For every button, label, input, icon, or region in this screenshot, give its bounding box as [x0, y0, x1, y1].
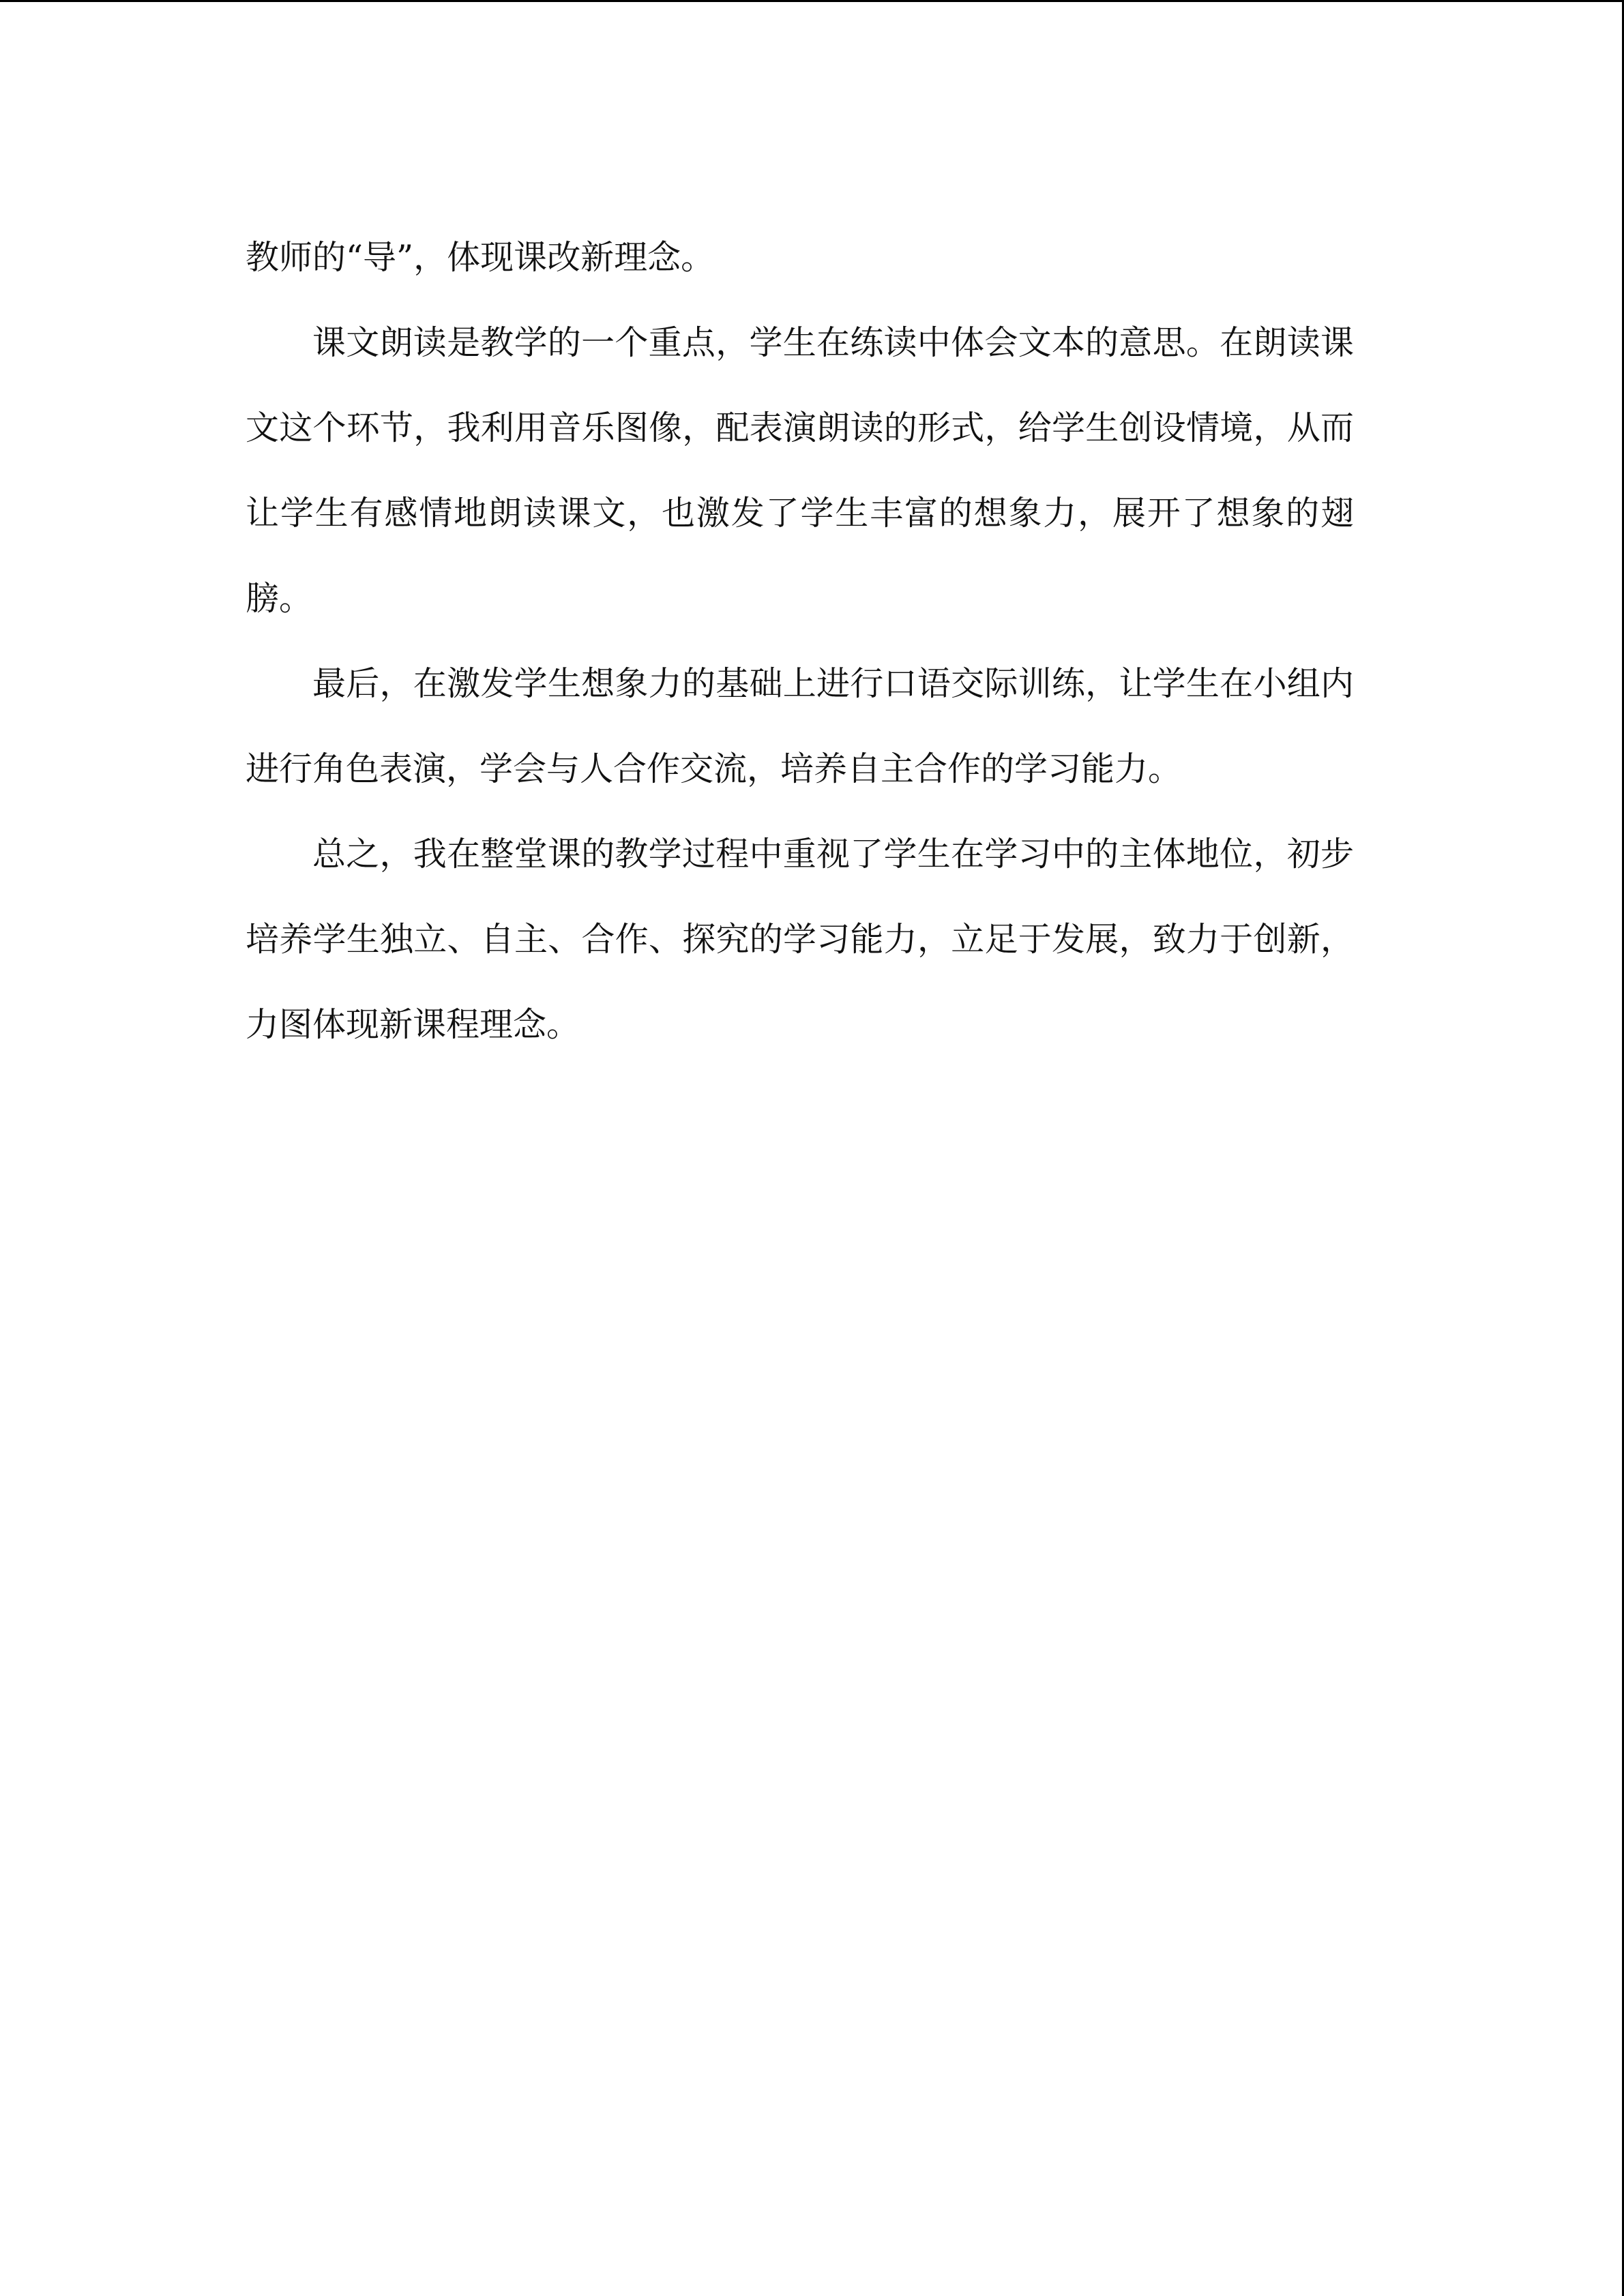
paragraph-summary: 总之，我在整堂课的教学过程中重视了学生在学习中的主体地位，初步培养学生独立、自主、合作、探究的学习能力，立足于发展，致力于创新，力图体现新课程理念。	[246, 835, 1354, 1044]
paragraph-continuation: 教师的“导”，体现课改新理念。	[246, 238, 715, 277]
document-body	[246, 215, 1354, 1067]
paragraph-speaking-training: 最后，在激发学生想象力的基础上进行口语交际训练，让学生在小组内进行角色表演，学会与人合作交流，培养自主合作的学习能力。	[246, 664, 1354, 788]
paragraph-reading: 课文朗读是教学的一个重点，学生在练读中体会文本的意思。在朗读课文这个环节，我利用音乐图像，配表演朗读的形式，给学生创设情境，从而让学生有感情地朗读课文，也激发了学生丰富的想象力，展开了想象的翅膀。	[246, 323, 1354, 618]
